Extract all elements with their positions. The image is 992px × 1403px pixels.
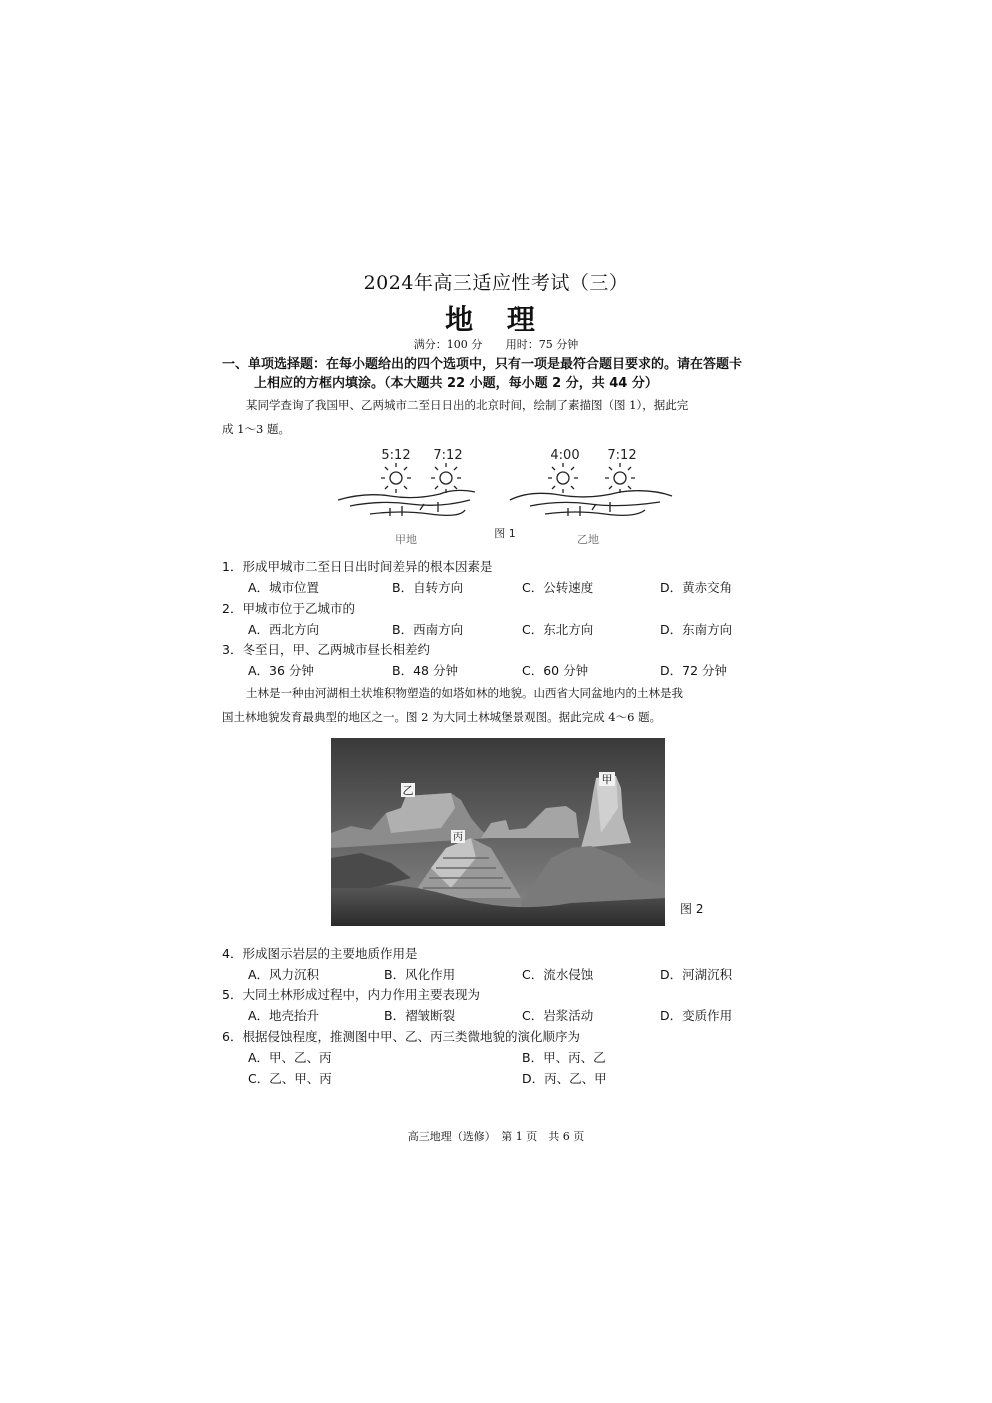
sun-icon	[381, 463, 411, 493]
fig2-caption: 图 2	[680, 902, 704, 916]
q5-option-b: B．褶皱断裂	[384, 1008, 456, 1023]
fig1-time-2: 7:12	[433, 448, 463, 463]
question-1-stem: 1．形成甲城市二至日日出时间差异的根本因素是	[222, 559, 493, 574]
page-footer: 高三地理（选修） 第 1 页 共 6 页	[407, 1130, 585, 1143]
figure-2-photo	[331, 738, 665, 926]
q2-option-c: C．东北方向	[522, 622, 594, 637]
q6-option-c: C．乙、甲、丙	[248, 1071, 332, 1086]
q5-option-d: D．变质作用	[660, 1008, 733, 1023]
subject-title: 地 理	[445, 303, 547, 336]
q5-option-c: C．岩浆活动	[522, 1008, 594, 1023]
q3-option-a: A．36 分钟	[248, 663, 314, 678]
question-3-stem: 3．冬至日，甲、乙两城市昼长相差约	[222, 642, 430, 657]
fig2-label-yi: 乙	[402, 784, 414, 797]
q3-option-b: B．48 分钟	[392, 663, 458, 678]
time-limit: 用时：75 分钟	[505, 338, 579, 351]
question-2-stem: 2．甲城市位于乙城市的	[222, 601, 355, 616]
q4-option-b: B．风化作用	[384, 967, 456, 982]
q2-option-a: A．西北方向	[248, 622, 320, 637]
exam-title: 2024年高三适应性考试（三）	[363, 272, 629, 294]
sun-icon	[605, 463, 635, 493]
q1-option-b: B．自转方向	[392, 580, 464, 595]
q1-option-a: A．城市位置	[248, 580, 320, 595]
fig1-time-3: 4:00	[550, 448, 580, 463]
section-line-1: 一、单项选择题：在每小题给出的四个选项中，只有一项是最符合题目要求的。请在答题卡	[222, 357, 743, 372]
q2-option-d: D．东南方向	[660, 622, 733, 637]
sun-icon	[548, 463, 578, 493]
question-4-stem: 4．形成图示岩层的主要地质作用是	[222, 946, 418, 961]
intro-2-line-2: 国土林地貌发育最典型的地区之一。图 2 为大同土林城堡景观图。据此完成 4～6 题。	[222, 710, 662, 724]
q2-option-b: B．西南方向	[392, 622, 464, 637]
q3-option-d: D．72 分钟	[660, 663, 728, 678]
sun-icon	[431, 463, 461, 493]
q1-option-c: C．公转速度	[522, 580, 594, 595]
section-heading	[222, 355, 782, 393]
q3-option-c: C．60 分钟	[522, 663, 589, 678]
intro-2-line-1: 土林是一种由河湖相土状堆积物塑造的如塔如林的地貌。山西省大同盆地内的土林是我	[246, 686, 683, 700]
fig2-label-bing: 丙	[453, 832, 463, 843]
fig1-caption: 图 1	[494, 527, 516, 540]
q4-option-d: D．河湖沉积	[660, 967, 733, 982]
intro-1-line-2: 成 1～3 题。	[222, 422, 290, 436]
section-line-2: 上相应的方框内填涂。（本大题共 22 小题，每小题 2 分，共 44 分）	[254, 376, 658, 391]
q6-option-a: A．甲、乙、丙	[248, 1050, 332, 1065]
q5-option-a: A．地壳抬升	[248, 1008, 320, 1023]
question-5-stem: 5．大同土林形成过程中，内力作用主要表现为	[222, 987, 480, 1002]
q6-option-d: D．丙、乙、甲	[522, 1071, 607, 1086]
q1-option-d: D．黄赤交角	[660, 580, 733, 595]
fig1-time-1: 5:12	[381, 448, 411, 463]
q6-option-b: B．甲、丙、乙	[522, 1050, 606, 1065]
fig1-label-b: 乙地	[577, 533, 599, 546]
question-6-stem: 6．根据侵蚀程度，推测图中甲、乙、丙三类微地貌的演化顺序为	[222, 1029, 580, 1044]
q4-option-c: C．流水侵蚀	[522, 967, 594, 982]
q4-option-a: A．风力沉积	[248, 967, 320, 982]
fig1-time-4: 7:12	[607, 448, 637, 463]
intro-1-line-1: 某同学查询了我国甲、乙两城市二至日日出的北京时间，绘制了素描图（图 1），据此完	[246, 398, 689, 412]
exam-meta	[0, 336, 992, 352]
figure-1-sketch	[330, 440, 680, 550]
fig2-label-jia: 甲	[601, 773, 613, 786]
fig1-label-a: 甲地	[395, 533, 417, 546]
full-score: 满分：100 分	[413, 338, 483, 351]
